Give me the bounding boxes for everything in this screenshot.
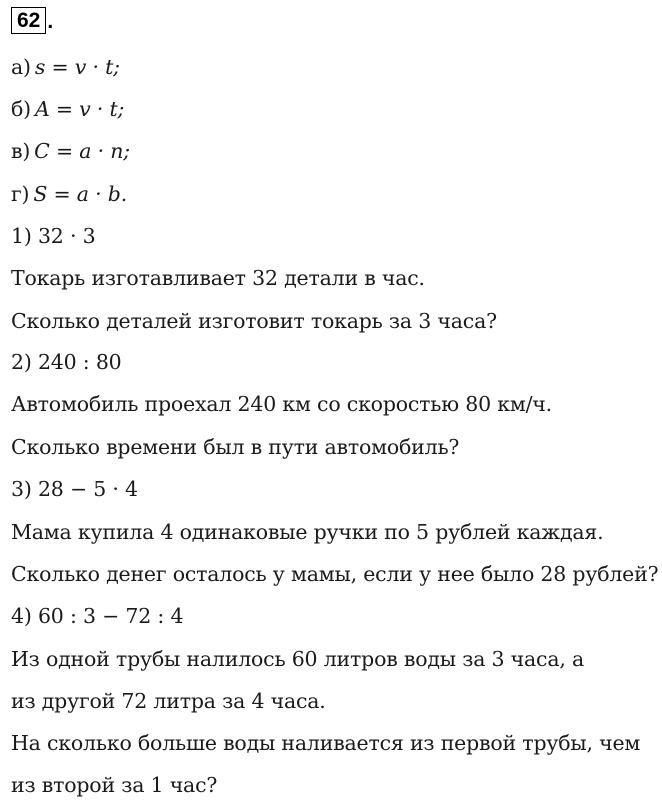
problem-4-question-line-1: На сколько больше воды наливается из первой трубы, чем	[11, 731, 641, 755]
formula-d	[11, 180, 127, 208]
task-number-header	[11, 7, 53, 34]
problem-2-text: Автомобиль проехал 240 км со скоростью 80 км/ч.	[11, 392, 552, 416]
task-number-box: 62	[11, 7, 46, 34]
expression-2: 2) 240 : 80	[11, 350, 122, 374]
formula-c	[11, 137, 130, 165]
formula-label: в)	[11, 139, 31, 163]
expression-3: 3) 28 − 5 · 4	[11, 477, 138, 501]
formula-expression: A = v · t;	[34, 97, 125, 121]
formula-label: а)	[11, 55, 31, 79]
expression-4: 4) 60 : 3 − 72 : 4	[11, 604, 184, 628]
problem-1-question: Сколько деталей изготовит токарь за 3 часа?	[11, 309, 497, 333]
formula-a	[11, 53, 120, 81]
formula-b	[11, 95, 124, 123]
expression-1: 1) 32 · 3	[11, 224, 96, 248]
formula-label: б)	[11, 97, 31, 121]
formula-expression: S = a · b.	[33, 182, 128, 206]
formula-expression: C = a · n;	[34, 139, 130, 163]
formula-label: г)	[11, 182, 30, 206]
problem-1-text: Токарь изготавливает 32 детали в час.	[11, 266, 425, 290]
problem-4-text-line-2: из другой 72 литра за 4 часа.	[11, 689, 326, 713]
problem-3-text: Мама купила 4 одинаковые ручки по 5 рублей каждая.	[11, 520, 604, 544]
formula-expression: s = v · t;	[34, 55, 120, 79]
problem-4-question-line-2: из второй за 1 час?	[11, 773, 218, 797]
problem-4-text-line-1: Из одной трубы налилось 60 литров воды за 3 часа, а	[11, 647, 585, 671]
task-number-dot: .	[47, 10, 54, 33]
problem-3-question: Сколько денег осталось у мамы, если у нее было 28 рублей?	[11, 562, 659, 586]
problem-2-question: Сколько времени был в пути автомобиль?	[11, 435, 460, 459]
